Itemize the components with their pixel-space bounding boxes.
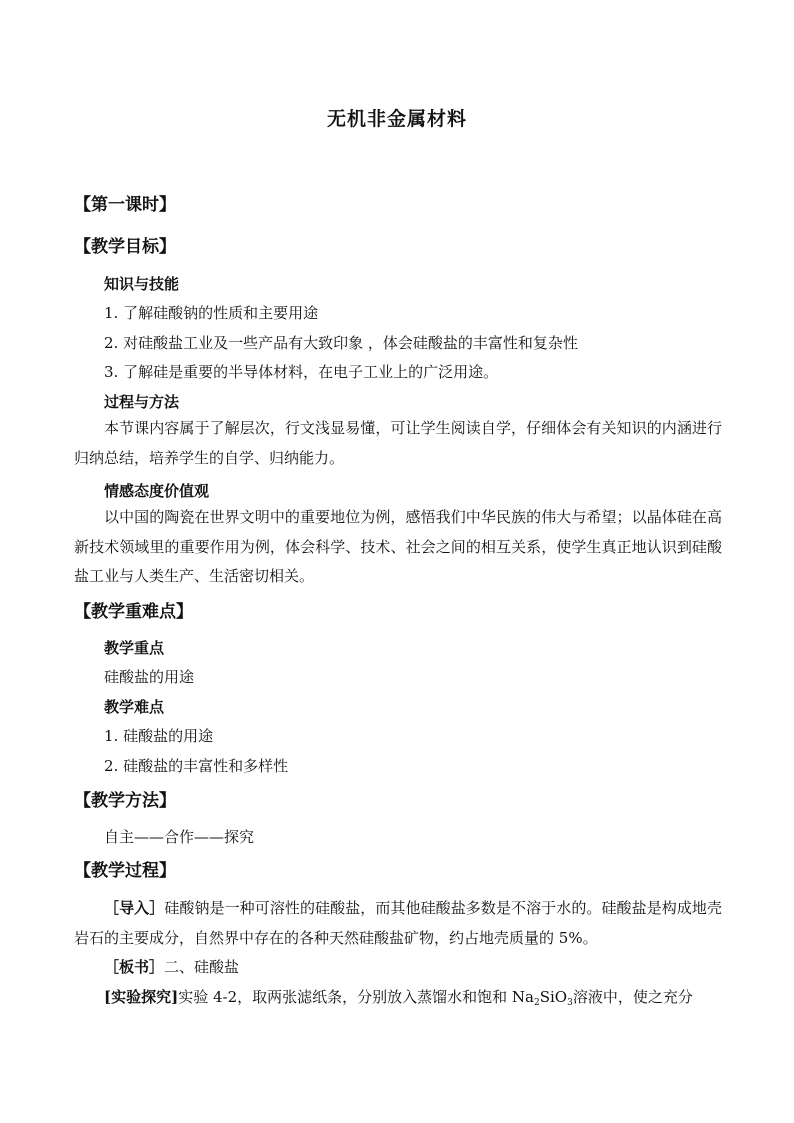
focus-text: 硅酸盐的用途 [104, 668, 195, 686]
experiment-sub-2: 3 [567, 998, 573, 1008]
difficulty-item-1: 1. 硅酸盐的用途 [104, 727, 214, 745]
section-keypoints: 【教学重难点】 [74, 602, 193, 622]
experiment-line [104, 986, 693, 1008]
intro-paragraph [74, 894, 722, 953]
section-lesson: 【第一课时】 [74, 195, 176, 215]
document-title: 无机非金属材料 [326, 108, 467, 130]
board-line [104, 956, 239, 977]
board-tag: ［板书］ [104, 958, 165, 976]
methods-text: 自主——合作——探究 [104, 828, 255, 846]
section-methods: 【教学方法】 [74, 791, 176, 811]
process-method-paragraph: 本节课内容属于了解层次，行文浅显易懂，可让学生阅读自学，仔细体会有关知识的内涵进行归纳总结，培养学生的自学、归纳能力。 [74, 419, 722, 467]
board-text: 二、硅酸盐 [164, 958, 240, 976]
section-goals: 【教学目标】 [74, 237, 176, 257]
process-method-heading: 过程与方法 [104, 393, 180, 411]
experiment-text-1: 实验 4-2，取两张滤纸条，分别放入蒸馏水和饱和 Na [178, 988, 534, 1006]
experiment-tag: [实验探究] [104, 988, 179, 1006]
knowledge-item-1: 1. 了解硅酸钠的性质和主要用途 [104, 304, 319, 322]
focus-heading: 教学重点 [104, 639, 165, 657]
intro-text: 硅酸钠是一种可溶性的硅酸盐，而其他硅酸盐多数是不溶于水的。硅酸盐是构成地壳岩石的主要成分，自然界中存在的各种天然硅酸盐矿物，约占地壳质量的 5%。 [74, 899, 722, 947]
experiment-sub-1: 2 [533, 998, 540, 1008]
emotion-paragraph: 以中国的陶瓷在世界文明中的重要地位为例，感悟我们中华民族的伟大与希望；以晶体硅在高新技术领域里的重要作用为例，体会科学、技术、社会之间的相互关系，使学生真正地认识到硅酸盐工业与人类生产、生活密切相关。 [74, 508, 722, 585]
knowledge-item-2: 2. 对硅酸盐工业及一些产品有大致印象 ，体会硅酸盐的丰富性和复杂性 [104, 334, 578, 352]
knowledge-heading: 知识与技能 [104, 275, 180, 293]
experiment-text-3: 溶液中，使之充分 [572, 988, 693, 1006]
section-process: 【教学过程】 [74, 861, 176, 881]
knowledge-item-3: 3. 了解硅是重要的半导体材料，在电子工业上的广泛用途。 [104, 363, 499, 381]
intro-tag: ［导入］ [104, 899, 165, 917]
experiment-text-2: SiO [539, 988, 568, 1006]
difficulty-heading: 教学难点 [104, 698, 165, 716]
difficulty-item-2: 2. 硅酸盐的丰富性和多样性 [104, 757, 289, 775]
emotion-heading: 情感态度价值观 [104, 482, 210, 500]
